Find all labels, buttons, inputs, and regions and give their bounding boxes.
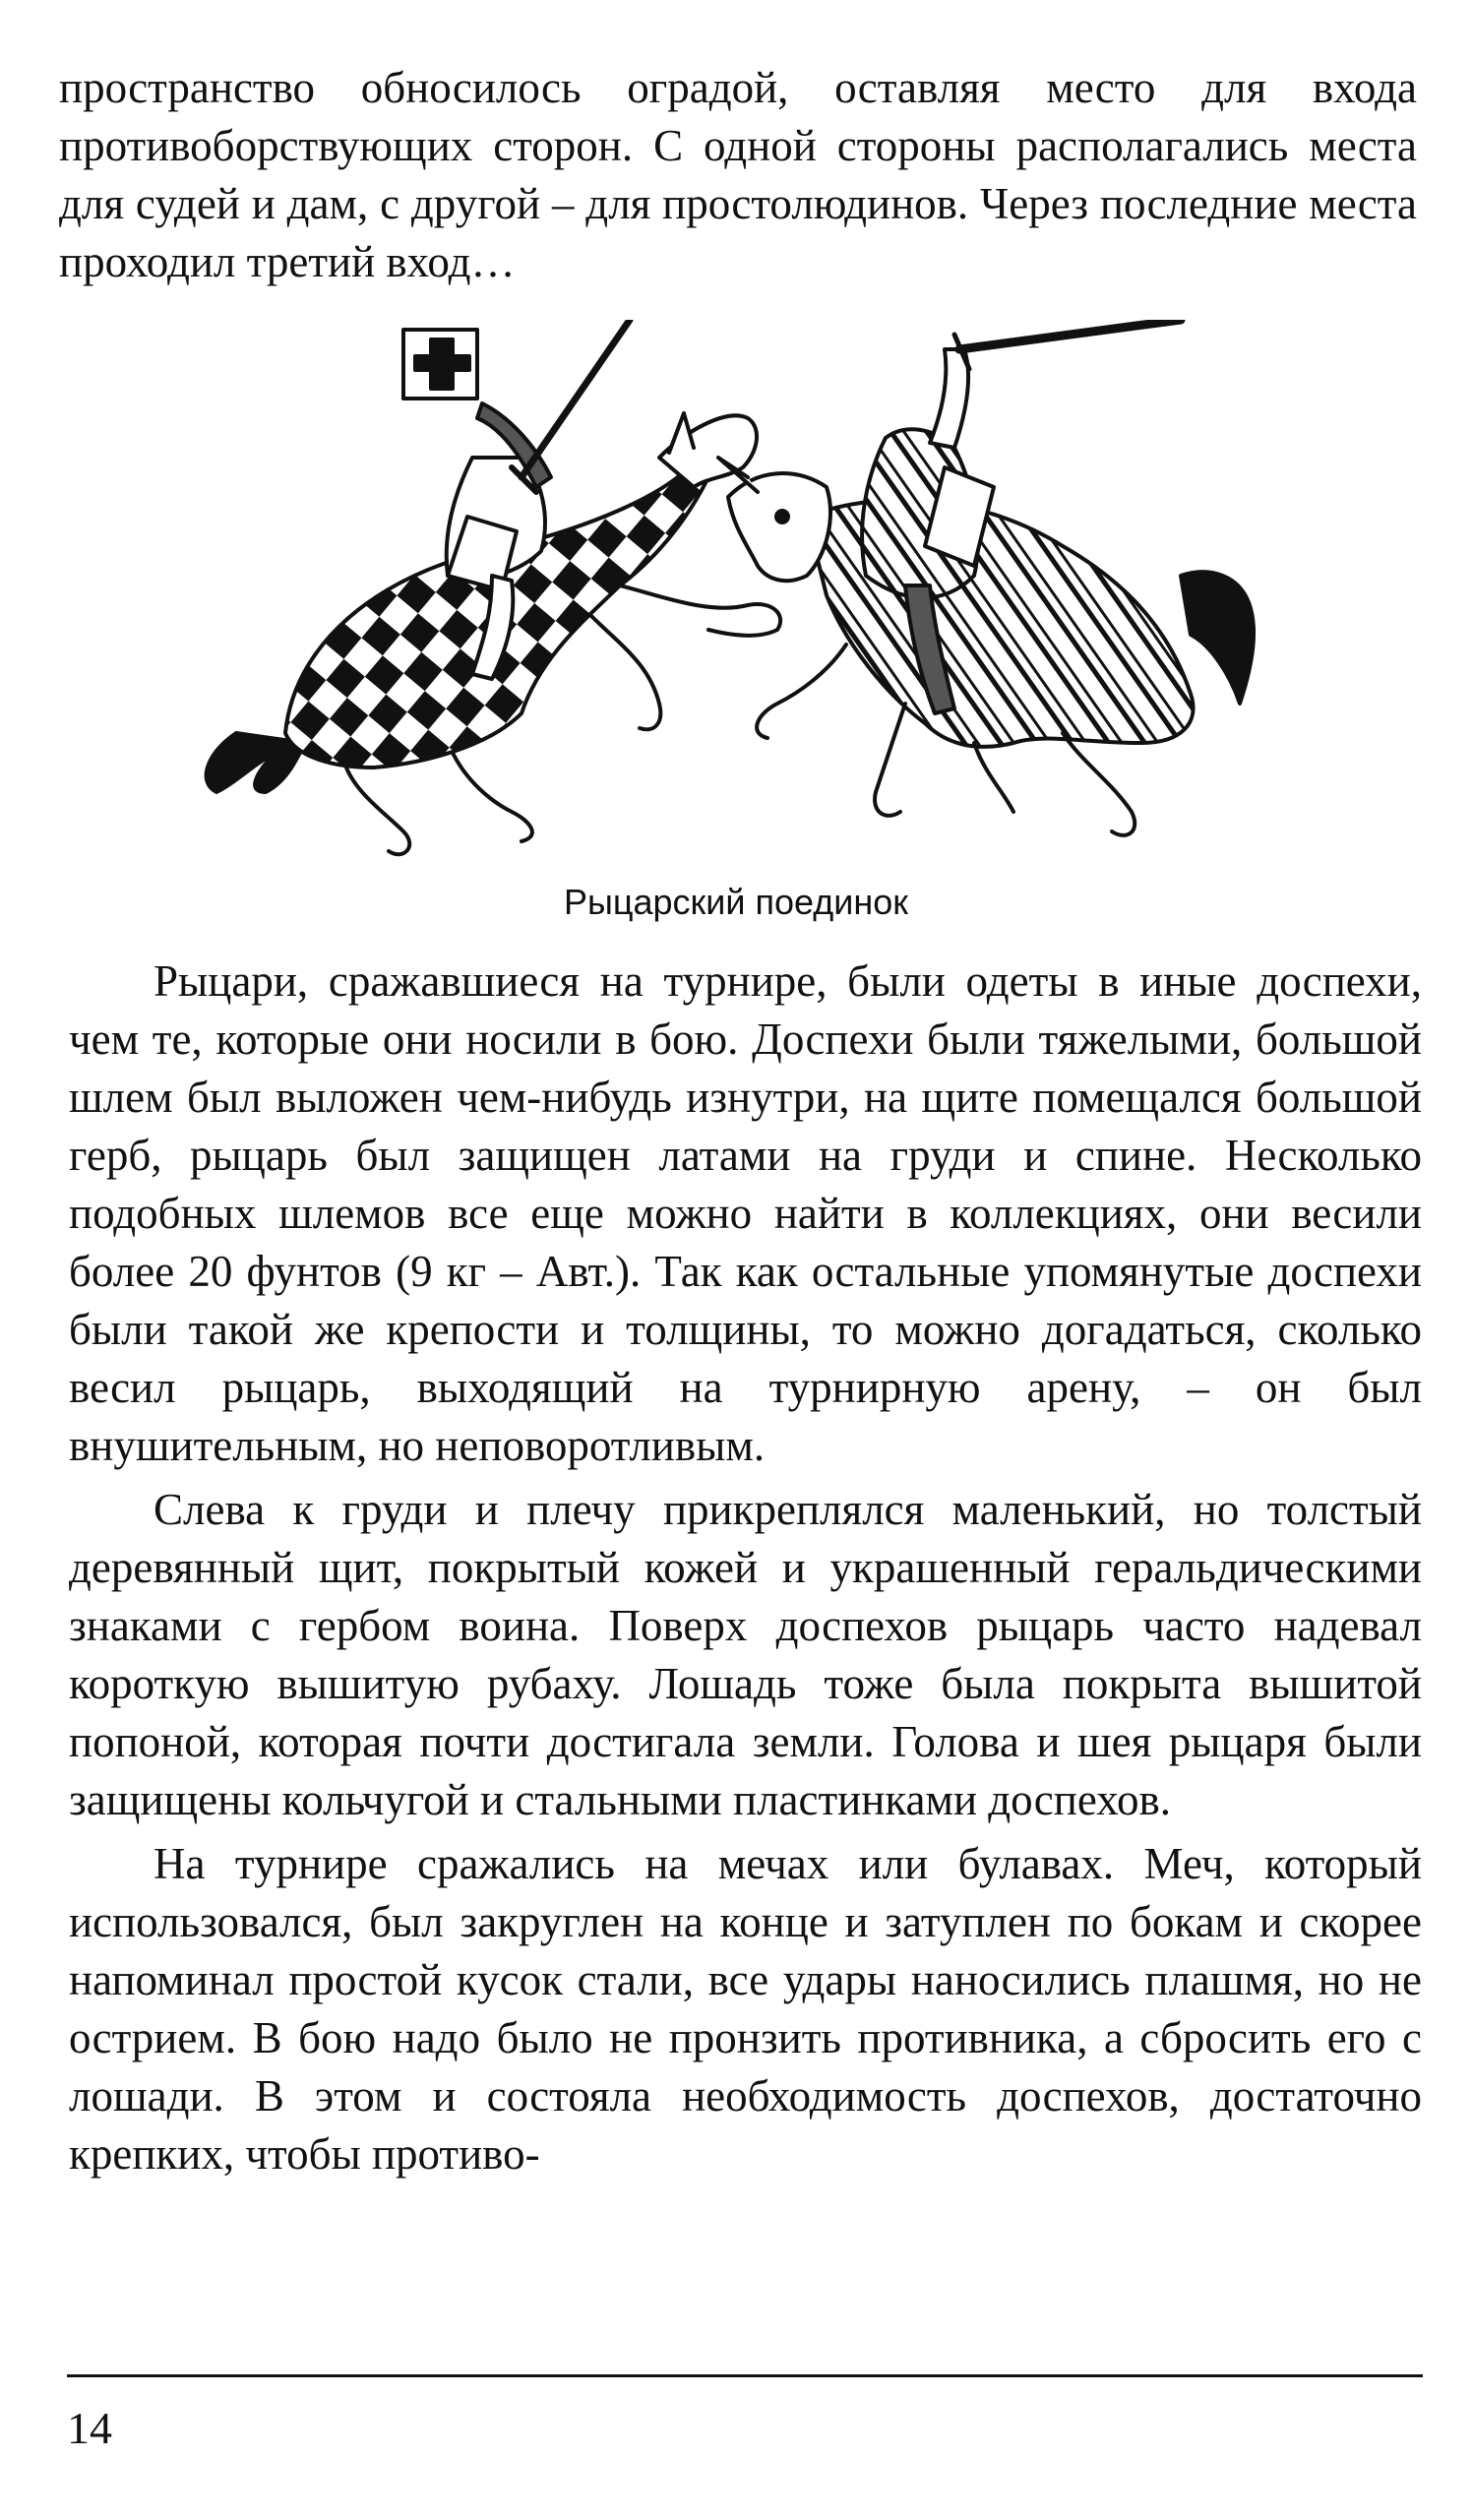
paragraph: Рыцари, сражавшиеся на турнире, были одеты в иные доспехи, чем те, которые они носили в бою. Доспехи были тяжелыми, большой шлем был выложен чем-нибудь изнутри, на щите помещался большой герб, рыцарь был защищен латами на груди и спине. Несколько подобных шлемов все еще можно найти в коллекциях, они весили более 20 фунтов (9 кг – Авт.). Так как остальные упомянутые доспехи были такой же крепости и толщины, то можно догадаться, сколько весил рыцарь, выходящий на турнирную арену, – он был внушительным, но неповоротливым. bbox=[69, 956, 1422, 1470]
page-number: 14 bbox=[67, 2403, 112, 2453]
left-knight bbox=[207, 320, 781, 854]
intro-paragraph: пространство обносилось оградой, оставляя место для входа противоборствующих сторон. С одной стороны располагались места для судей и дам, с другой – для простолюдинов. Через последние места проходил третий вход… bbox=[59, 63, 1417, 286]
paragraph: На турнире сражались на мечах или булавах. Меч, который использовался, был закруглен на конце и затуплен по бокам и скорее напоминал простой кусок стали, все удары наносились плашмя, но не острием. В бою надо было не пронзить противника, а сбросить его с лошади. В этом и состояла необходимость доспехов, достаточно крепких, чтобы противо- bbox=[69, 1839, 1422, 2179]
right-knight bbox=[718, 320, 1254, 835]
paragraph: Слева к груди и плечу прикреплялся маленький, но толстый деревянный щит, покрытый кожей и украшенный геральдическими знаками с гербом воина. Поверх доспехов рыцарь часто надевал короткую вышитую рубаху. Лошадь тоже была покрыта вышитой попоной, которая почти достигала земли. Голова и шея рыцаря были защищены кольчугой и стальными пластинками доспехов. bbox=[69, 1485, 1422, 1824]
figure-caption: Рыцарский поединок bbox=[563, 882, 909, 922]
body-text bbox=[69, 953, 1422, 2189]
knights-duel-illustration bbox=[197, 320, 1279, 871]
footer-rule bbox=[67, 2374, 1423, 2377]
